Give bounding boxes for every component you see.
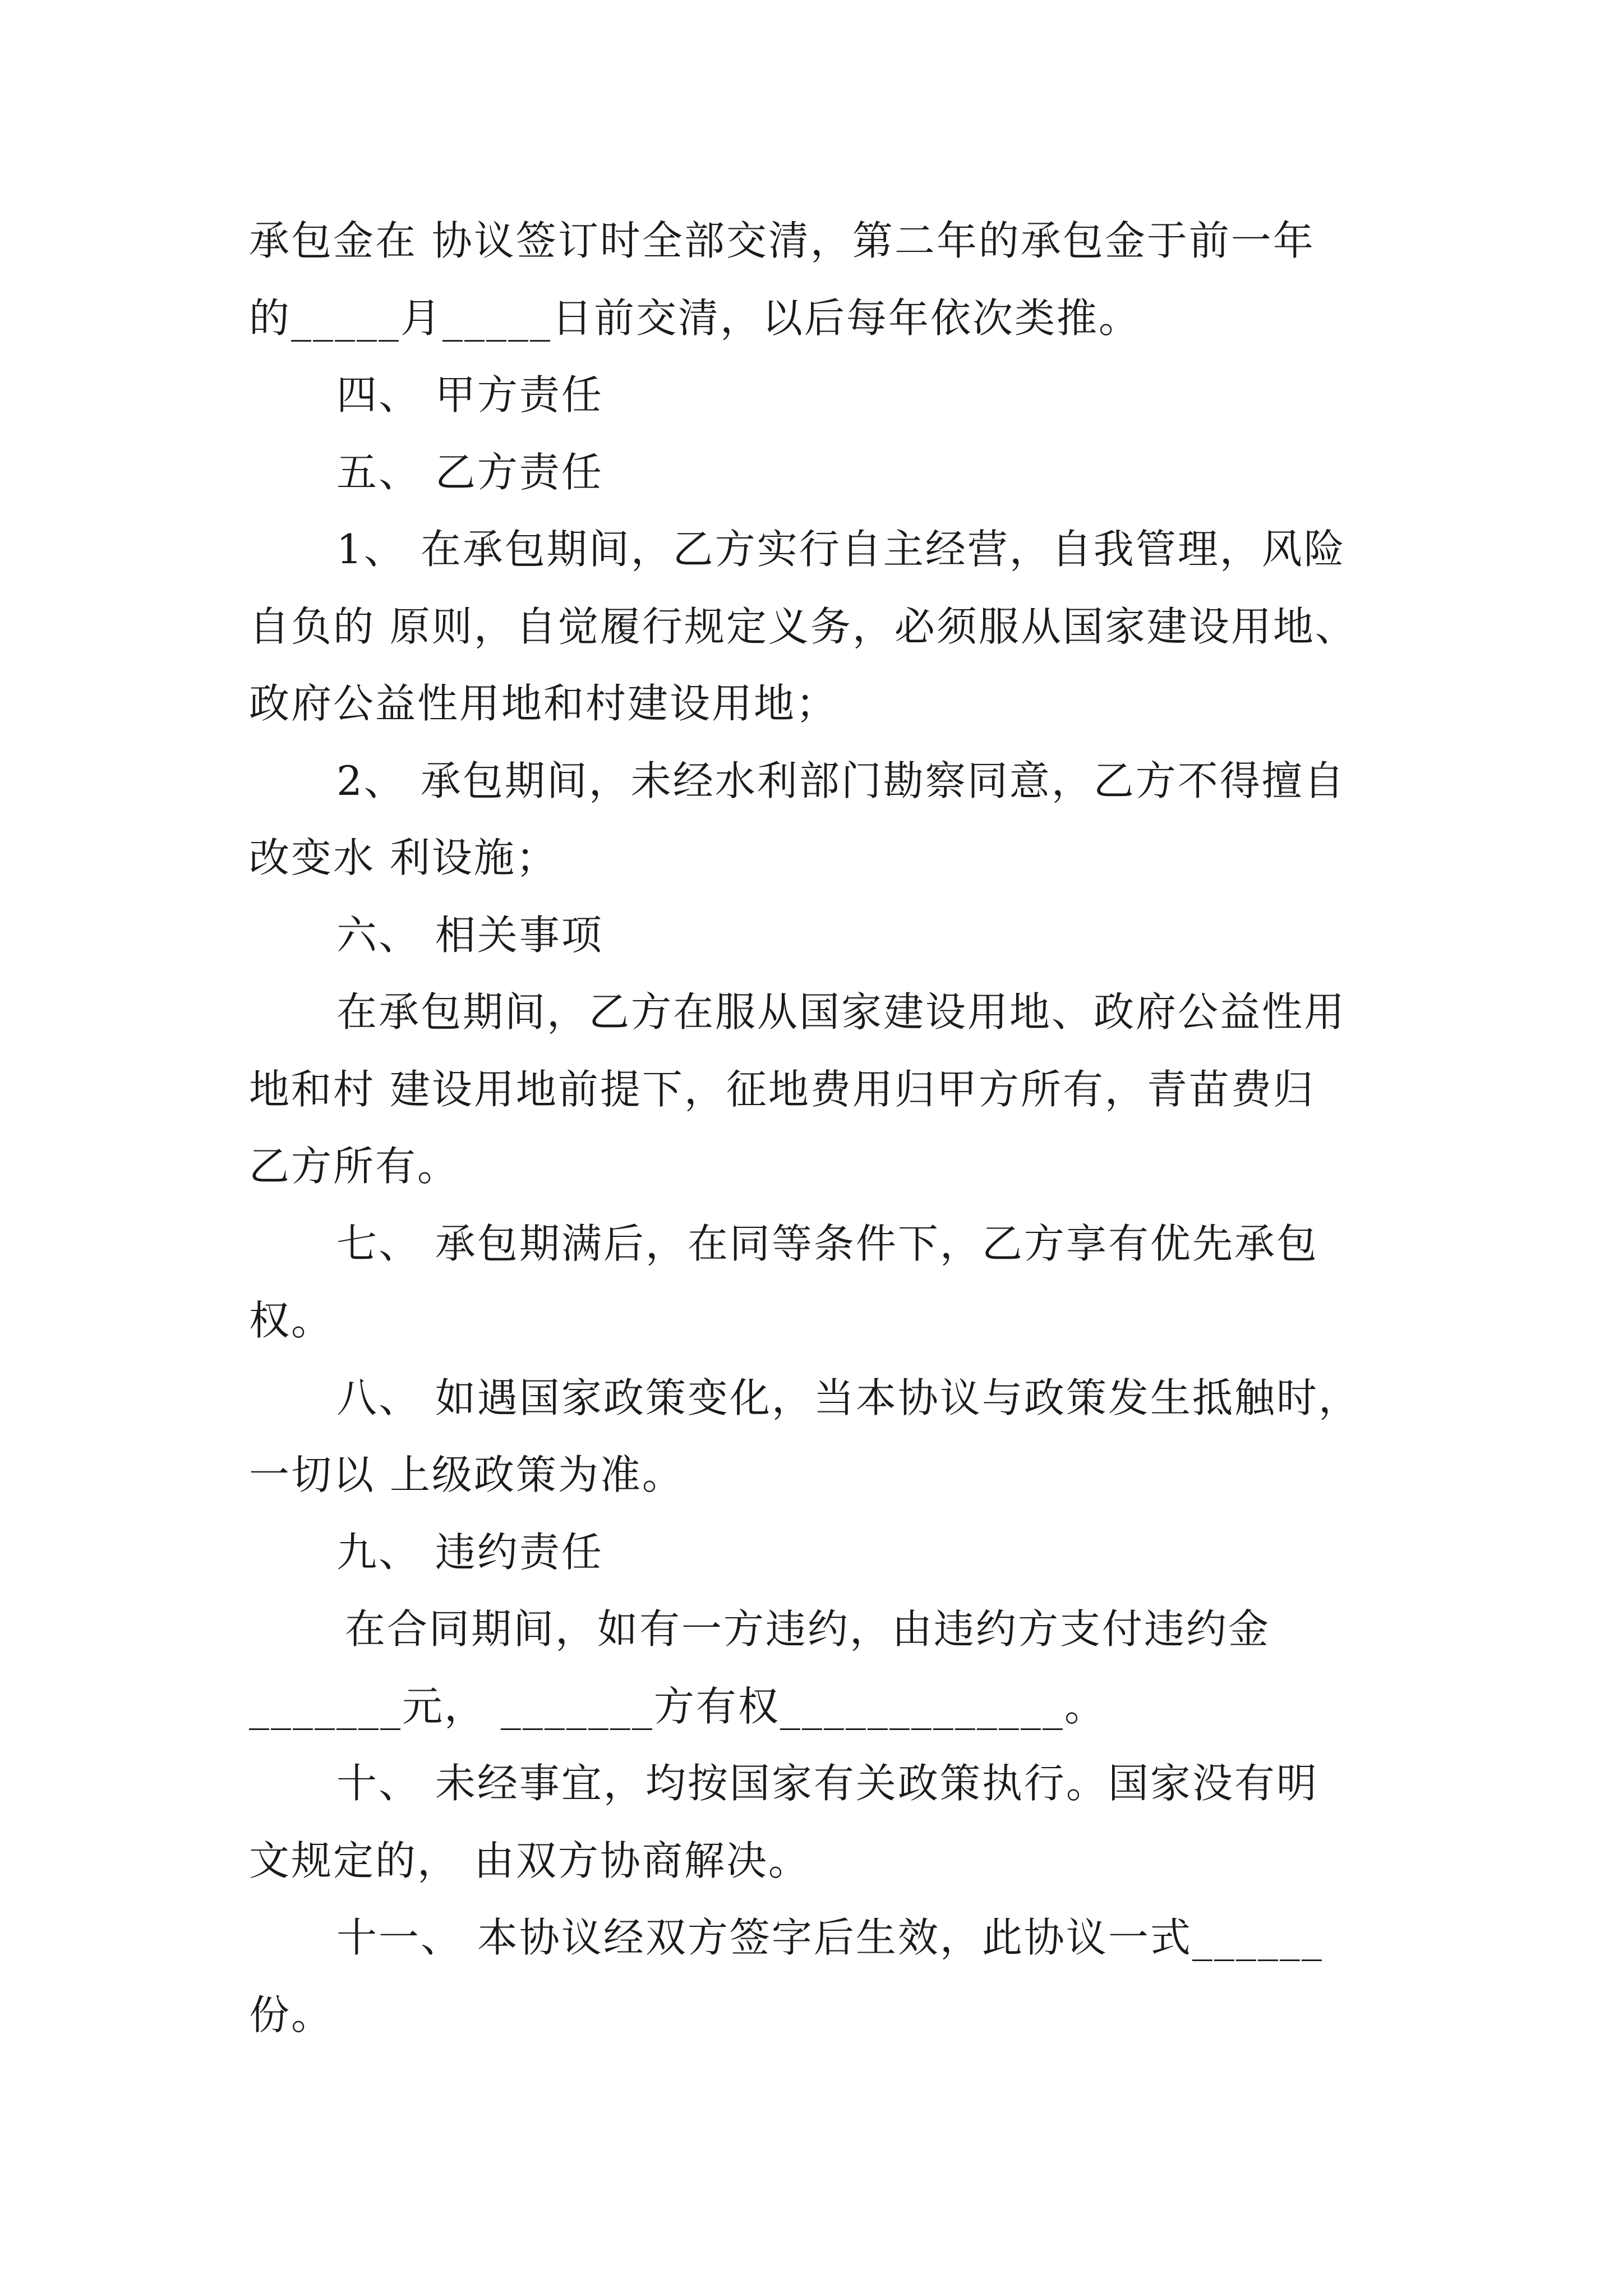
text-line: 1、 在承包期间，乙方实行自主经营，自我管理，风险 — [336, 526, 1346, 573]
section-heading: 九、 违约责任 — [336, 1529, 603, 1576]
section-heading: 四、 甲方责任 — [336, 371, 603, 418]
text-line: 十一、 本协议经双方签字后生效，此协议一式______ — [336, 1914, 1324, 1961]
section-heading: 五、 乙方责任 — [336, 449, 603, 496]
text-line: 的_____月_____日前交清，以后每年依次类推。 — [249, 295, 1141, 342]
text-line: 权。 — [249, 1297, 334, 1344]
text-line: 自负的 原则，自觉履行规定义务，必须服从国家建设用地、 — [249, 603, 1357, 650]
text-line: 在承包期间，乙方在服从国家建设用地、政府公益性用 — [336, 988, 1347, 1036]
text-line: 政府公益性用地和村建设用地； — [249, 680, 838, 727]
text-line: _______元， _______方有权_____________。 — [249, 1683, 1106, 1730]
text-line: 改变水 利设施； — [249, 834, 558, 881]
text-line: 份。 — [249, 1991, 334, 2039]
section-heading: 六、 相关事项 — [336, 912, 603, 959]
text-line: 乙方所有。 — [249, 1143, 460, 1190]
text-line: 八、 如遇国家政策变化，当本协议与政策发生抵触时， — [336, 1374, 1361, 1421]
text-line: 承包金在 协议签订时全部交清，第二年的承包金于前一年 — [249, 217, 1315, 264]
text-line: 一切以 上级政策为准。 — [249, 1451, 684, 1498]
text-line: 七、 承包期满后，在同等条件下，乙方享有优先承包 — [336, 1220, 1318, 1267]
text-line: 地和村 建设用地前提下，征地费用归甲方所有，青苗费归 — [249, 1066, 1315, 1113]
text-line: 2、 承包期间，未经水利部门勘察同意，乙方不得擅自 — [336, 757, 1346, 804]
text-line: 文规定的， 由双方协商解决。 — [249, 1837, 810, 1884]
text-line: 在合同期间，如有一方违约，由违约方支付违约金 — [345, 1605, 1271, 1653]
text-line: 十、 未经事宜，均按国家有关政策执行。国家没有明 — [336, 1760, 1318, 1807]
